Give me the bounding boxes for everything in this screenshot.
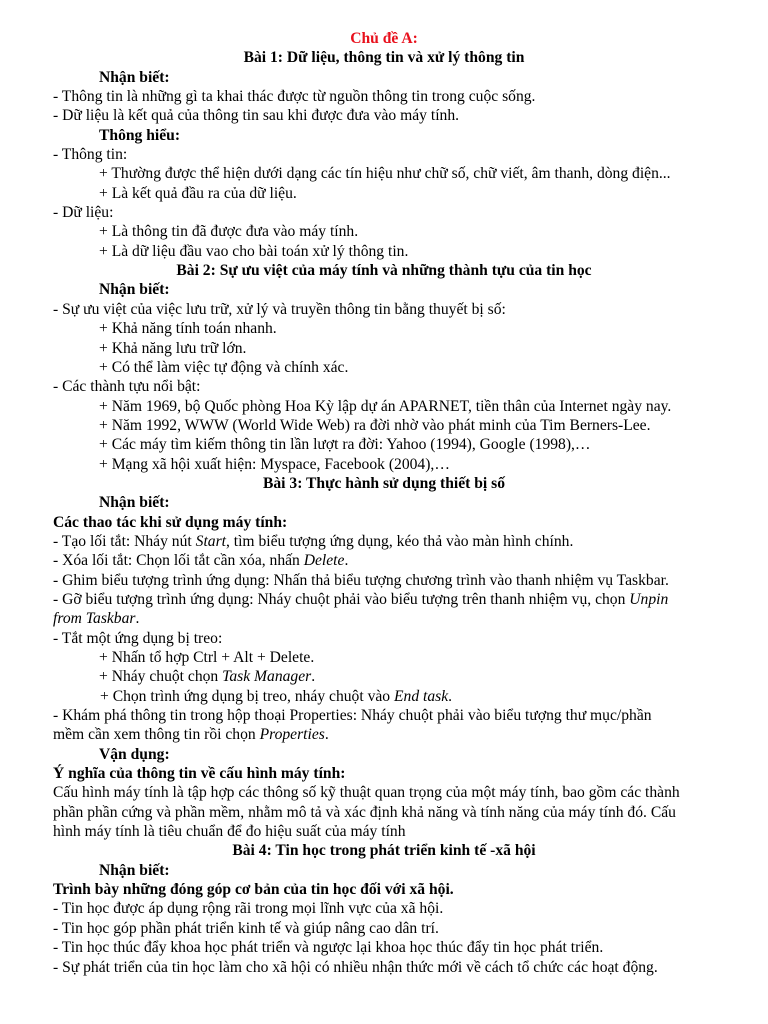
- topic-title: Chủ đề A:: [350, 30, 418, 47]
- lesson-3-line: mềm cần xem thông tin rồi chọn Properties.: [53, 726, 329, 744]
- lesson-1-recognize-heading: Nhận biết:: [99, 68, 170, 86]
- lesson-2-bullet: + Mạng xã hội xuất hiện: Myspace, Facebook (2004),…: [99, 455, 450, 473]
- lesson-1-bullet: + Thường được thể hiện dưới dạng các tín hiệu như chữ số, chữ viết, âm thanh, dòng điện...: [99, 165, 671, 183]
- lesson-1-line: - Thông tin:: [53, 146, 128, 164]
- lesson-2-bullet: + Có thể làm việc tự động và chính xác.: [99, 358, 349, 376]
- lesson-3-bullet: + Nhấn tổ hợp Ctrl + Alt + Delete.: [99, 649, 315, 666]
- lesson-3-bullet: + Nháy chuột chọn Task Manager.: [99, 668, 316, 686]
- lesson-1-bullet: + Là kết quả đầu ra của dữ liệu.: [99, 184, 297, 202]
- lesson-3-line: - Khám phá thông tin trong hộp thoại Properties: Nháy chuột phải vào biểu tượng thư mục/phần: [53, 707, 652, 725]
- lesson-2-bullet: + Năm 1969, bộ Quốc phòng Hoa Kỳ lập dự án APARNET, tiền thân của Internet ngày nay.: [99, 397, 672, 415]
- lesson-3-operations-heading: Các thao tác khi sử dụng máy tính:: [53, 513, 288, 531]
- lesson-3-line: from Taskbar.: [53, 610, 140, 628]
- lesson-3-apply-heading: Vận dụng:: [99, 745, 170, 763]
- lesson-1-line: - Dữ liệu:: [53, 204, 114, 222]
- lesson-1-title: Bài 1: Dữ liệu, thông tin và xử lý thông tin: [243, 49, 525, 67]
- lesson-4-title: Bài 4: Tin học trong phát triển kinh tế -xã hội: [232, 842, 536, 860]
- lesson-4-contributions-heading: Trình bày những đóng góp cơ bản của tin học đối với xã hội.: [53, 881, 454, 899]
- lesson-4-recognize-heading: Nhận biết:: [99, 861, 170, 879]
- lesson-2-bullet: + Khả năng tính toán nhanh.: [99, 320, 277, 338]
- lesson-3-paragraph-line: phần phần cứng và phần mềm, nhằm mô tả và xác định khả năng và tính năng của máy tính đó. Cấu: [53, 803, 676, 821]
- lesson-3-paragraph-line: Cấu hình máy tính là tập hợp các thông số kỹ thuật quan trọng của một máy tính, bao gồm các thành: [53, 784, 680, 802]
- lesson-2-line: - Sự ưu việt của việc lưu trữ, xử lý và truyền thông tin bằng thuyết bị số:: [53, 300, 506, 318]
- lesson-3-recognize-heading: Nhận biết:: [99, 494, 170, 512]
- lesson-1-understand-heading: Thông hiểu:: [99, 126, 181, 144]
- lesson-1-line: - Dữ liệu là kết quả của thông tin sau khi được đưa vào máy tính.: [53, 107, 460, 125]
- lesson-2-recognize-heading: Nhận biết:: [99, 281, 170, 299]
- lesson-2-title: Bài 2: Sự ưu việt của máy tính và những thành tựu của tin học: [176, 262, 592, 280]
- lesson-3-paragraph-line: hình máy tính là tiêu chuẩn để đo hiệu suất của máy tính: [53, 823, 406, 841]
- lesson-3-bullet: + Chọn trình ứng dụng bị treo, nháy chuột vào End task.: [100, 687, 453, 705]
- lesson-1-bullet: + Là dữ liệu đầu vao cho bài toán xử lý thông tin.: [99, 242, 409, 260]
- lesson-1-line: - Thông tin là những gì ta khai thác được từ nguồn thông tin trong cuộc sống.: [53, 88, 536, 106]
- lesson-3-line: - Gỡ biểu tượng trình ứng dụng: Nháy chuột phải vào biểu tượng trên thanh nhiệm vụ, chọn Unpin: [53, 590, 669, 608]
- lesson-2-line: - Các thành tựu nổi bật:: [53, 378, 201, 396]
- lesson-3-config-heading: Ý nghĩa của thông tin về cấu hình máy tính:: [53, 765, 346, 783]
- lesson-2-bullet: + Năm 1992, WWW (World Wide Web) ra đời nhờ vào phát minh của Tim Berners-Lee.: [99, 416, 651, 434]
- lesson-3-line: - Xóa lối tắt: Chọn lối tắt cần xóa, nhấn Delete.: [53, 552, 349, 570]
- lesson-4-line: - Tin học được áp dụng rộng rãi trong mọi lĩnh vực của xã hội.: [53, 900, 444, 918]
- lesson-3-line: - Tắt một ứng dụng bị treo:: [53, 629, 223, 647]
- lesson-3-line: - Tạo lối tắt: Nháy nút Start, tìm biểu tượng ứng dụng, kéo thả vào màn hình chính.: [53, 532, 574, 550]
- lesson-4-line: - Tin học thúc đẩy khoa học phát triển và ngược lại khoa học thúc đẩy tin học phát triển.: [53, 939, 604, 957]
- lesson-3-title: Bài 3: Thực hành sử dụng thiết bị số: [262, 474, 505, 492]
- lesson-1-bullet: + Là thông tin đã được đưa vào máy tính.: [99, 223, 359, 241]
- lesson-4-line: - Tin học góp phần phát triển kinh tế và giúp nâng cao dân trí.: [53, 919, 439, 937]
- lesson-4-line: - Sự phát triển của tin học làm cho xã hội có nhiều nhận thức mới về cách tổ chức các hoạt động.: [53, 958, 658, 976]
- lesson-2-bullet: + Các máy tìm kiếm thông tin lần lượt ra đời: Yahoo (1994), Google (1998),…: [99, 436, 591, 454]
- lesson-3-line: - Ghim biểu tượng trình ứng dụng: Nhấn thả biểu tượng chương trình vào thanh nhiệm vụ Taskbar.: [53, 571, 669, 589]
- lesson-2-bullet: + Khả năng lưu trữ lớn.: [99, 339, 247, 357]
